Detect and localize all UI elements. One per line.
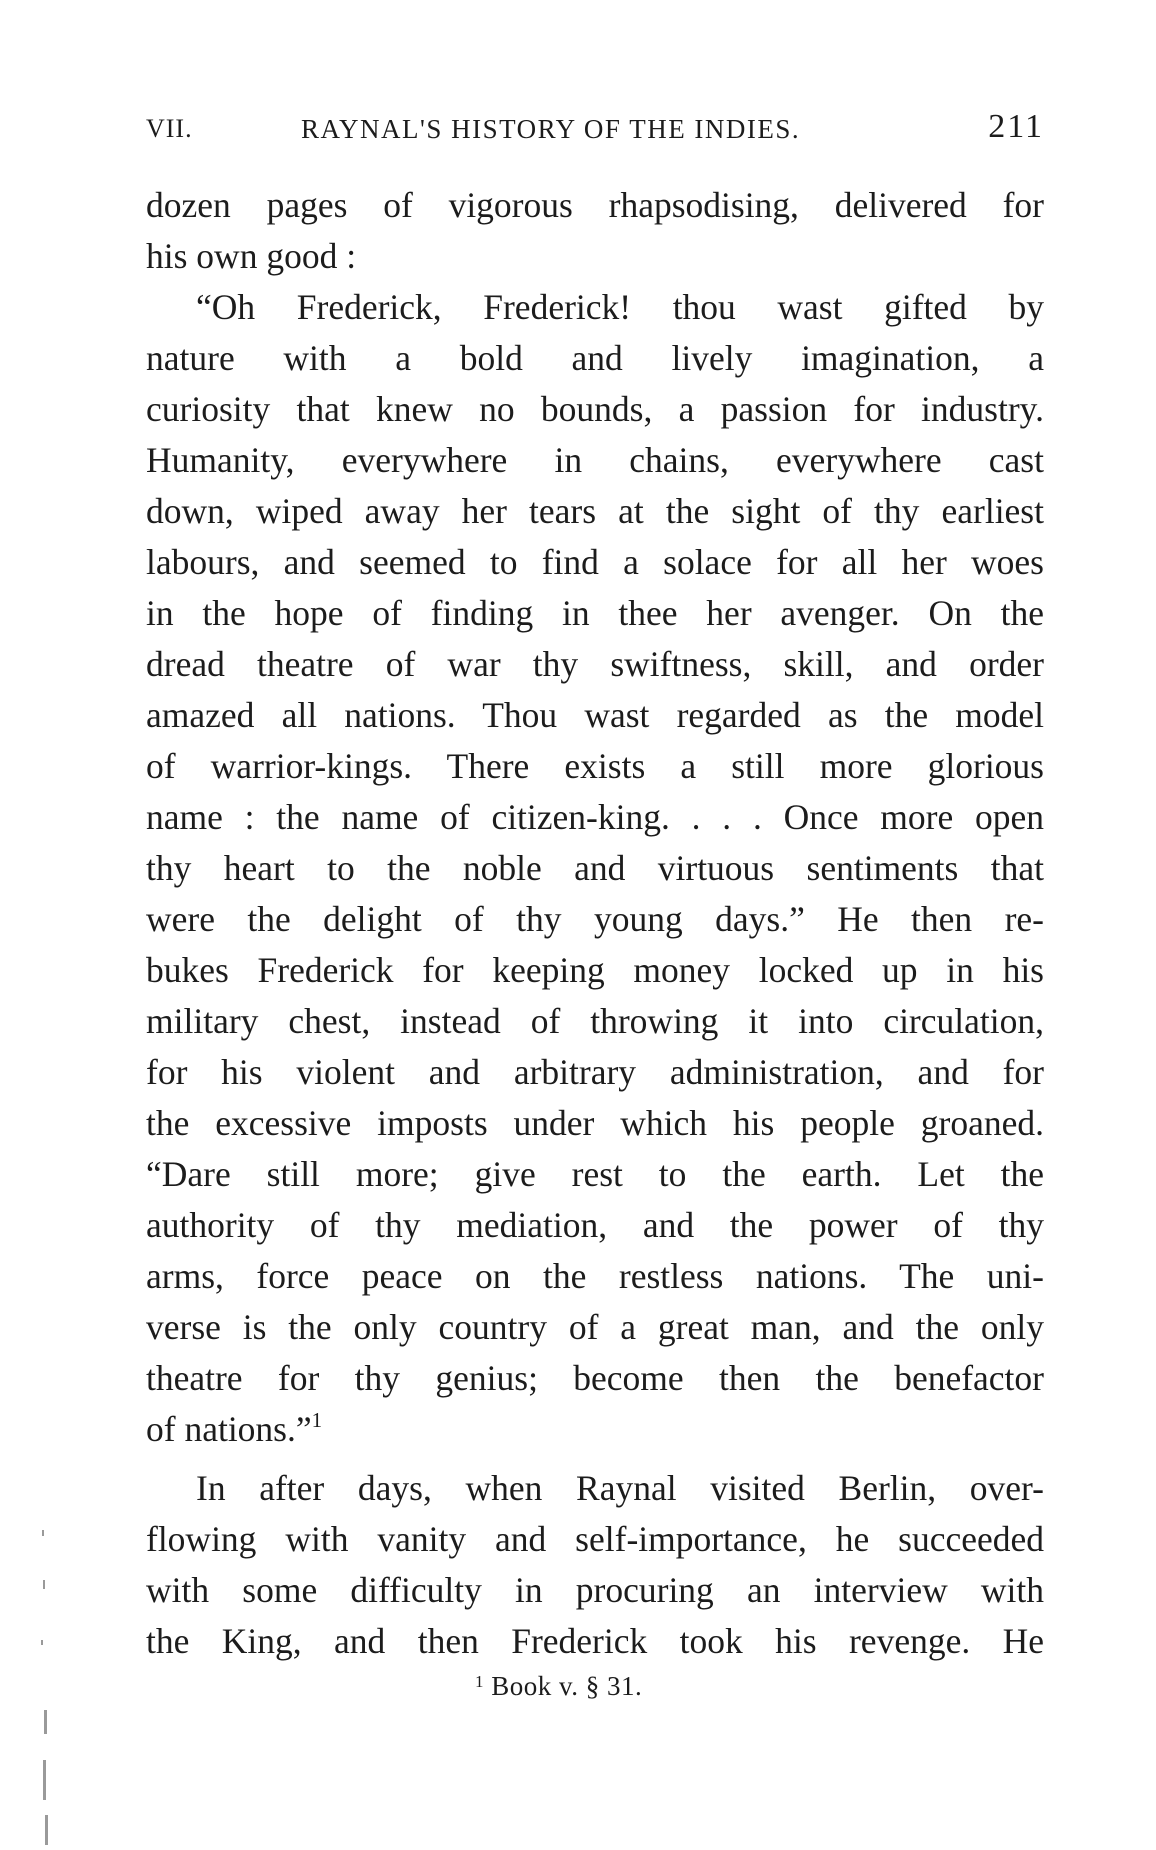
text-line: theatre for thy genius; become then the benefactor — [146, 1358, 1044, 1398]
footnote-text: Book v. § 31. — [491, 1671, 643, 1701]
text-line: the King, and then Frederick took his revenge. He — [146, 1621, 1044, 1661]
running-head — [146, 108, 1044, 148]
text-line: dread theatre of war thy swiftness, skill, and order — [146, 644, 1044, 684]
footnote — [475, 1671, 642, 1702]
text-line: name : the name of citizen-king. . . . Once more open — [146, 797, 1044, 837]
text-line: were the delight of thy young days.” He then re- — [146, 899, 1044, 939]
text-line: Humanity, everywhere in chains, everywhere cast — [146, 440, 1044, 480]
footnote-reference: 1 — [311, 1408, 323, 1432]
page-number: 211 — [988, 108, 1044, 145]
text-line: flowing with vanity and self-importance, he succeeded — [146, 1519, 1044, 1559]
text-line: military chest, instead of throwing it into circulation, — [146, 1001, 1044, 1041]
chapter-number: VII. — [146, 114, 193, 143]
text-line: of warrior-kings. There exists a still more glorious — [146, 746, 1044, 786]
text-line: “Oh Frederick, Frederick! thou wast gifted by — [196, 287, 1044, 327]
text-line: thy heart to the noble and virtuous sentiments that — [146, 848, 1044, 888]
text-line: In after days, when Raynal visited Berlin, over- — [196, 1468, 1044, 1508]
text-line: “Dare still more; give rest to the earth. Let the — [146, 1154, 1044, 1194]
text-line-content: of nations.” — [146, 1409, 312, 1449]
text-line: labours, and seemed to find a solace for all her woes — [146, 542, 1044, 582]
text-line: for his violent and arbitrary administration, and for — [146, 1052, 1044, 1092]
text-line: his own good : — [146, 236, 357, 276]
text-line: with some difficulty in procuring an interview with — [146, 1570, 1044, 1610]
running-title: RAYNAL'S HISTORY OF THE INDIES. — [301, 114, 801, 144]
text-line: down, wiped away her tears at the sight of thy earliest — [146, 491, 1044, 531]
footnote-marker: 1 — [475, 1672, 484, 1691]
binding-edge-specks — [40, 1520, 56, 1850]
text-line: nature with a bold and lively imagination, a — [146, 338, 1044, 378]
text-line: verse is the only country of a great man, and the only — [146, 1307, 1044, 1347]
text-line: bukes Frederick for keeping money locked up in his — [146, 950, 1044, 990]
text-line: arms, force peace on the restless nations. The uni- — [146, 1256, 1044, 1296]
text-line: dozen pages of vigorous rhapsodising, delivered for — [146, 185, 1044, 225]
text-line: amazed all nations. Thou wast regarded as the model — [146, 695, 1044, 735]
text-line — [146, 1404, 1044, 1455]
text-line: curiosity that knew no bounds, a passion for industry. — [146, 389, 1044, 429]
paragraph-gap — [146, 1455, 1044, 1463]
text-line: authority of thy mediation, and the power of thy — [146, 1205, 1044, 1245]
text-line: in the hope of finding in thee her avenger. On the — [146, 593, 1044, 633]
text-line: the excessive imposts under which his people groaned. — [146, 1103, 1044, 1143]
body-text — [146, 180, 1044, 1667]
